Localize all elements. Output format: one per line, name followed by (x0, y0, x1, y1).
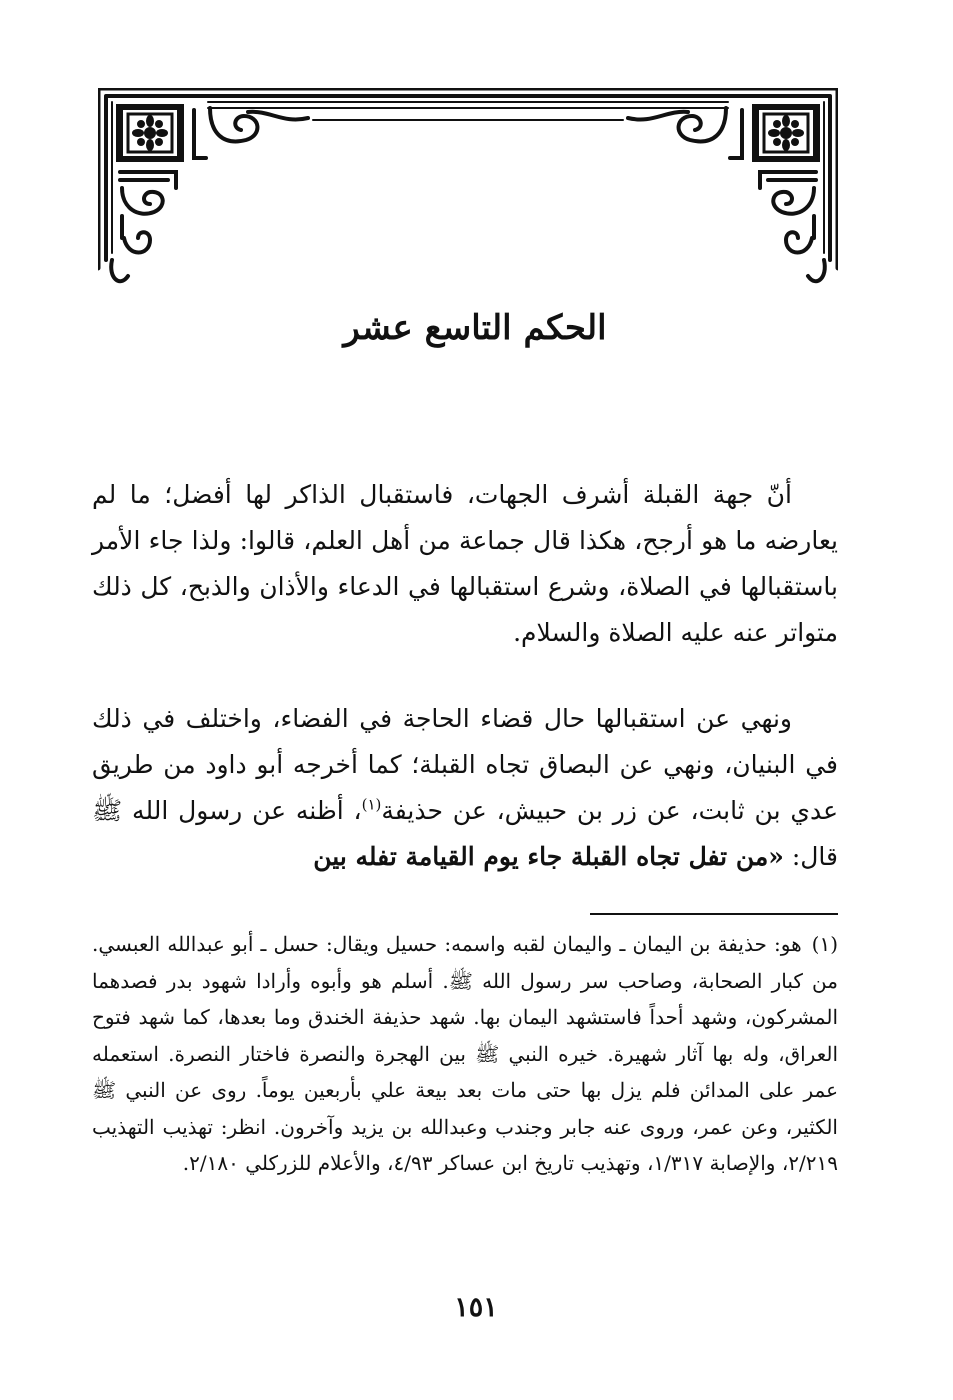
right-rosette-icon (752, 104, 820, 162)
chapter-title: الحكم التاسع عشر (343, 307, 607, 348)
paragraph-2-continuation: ، أظنه عن رسول الله ﷺ قال: (92, 796, 838, 871)
footnote-marker: (١) (811, 932, 838, 956)
left-rosette-icon (116, 104, 184, 162)
ornamental-header-frame (98, 88, 838, 303)
footnote-separator (590, 913, 838, 915)
footnote-reference: (١) (361, 795, 382, 814)
paragraph-1: أنّ جهة القبلة أشرف الجهات، فاستقبال الذاكر لها أفضل؛ ما لم يعارضه ما هو أرجح، هكذا قال جماعة من أهل العلم، قالوا: ولذا جاء الأمر باستقبالها في الصلاة، وشرع استقبالها في الدعاء والأذان والذبح، كل ذلك متواتر عنه عليه الصلاة والسلام. (92, 480, 838, 647)
main-text (92, 472, 838, 880)
page-number: ١٥١ (454, 1292, 498, 1323)
footnote-text: هو: حذيفة بن اليمان ـ واليمان لقبه واسمه: حسيل ويقال: حسل ـ أبو عبدالله العبسي. من كبار الصحابة، وصاحب سر رسول الله ﷺ. أسلم هو وأبوه وأرادا شهود بدر فصدهما المشركون، وشهد أحداً فاستشهد اليمان بها. شهد حذيفة الخندق وما بعدها، كما شهد فتوح العراق، وله بها آثار شهيرة. خيره النبي ﷺ بين الهجرة والنصرة فاختار النصرة. استعمله عمر على المدائن فلم يزل بها حتى مات بعد بيعة علي بأربعين يوماً. روى عن النبي ﷺ الكثير، وعن عمر، وروى عنه جابر وجندب وعبدالله بن يزيد وآخرون. انظر: تهذيب التهذيب ٢/٢١٩، والإصابة ١/٣١٧، وتهذيب تاريخ ابن عساكر ٤/٩٣، والأعلام للزركلي ٢/١٨٠. (92, 932, 838, 1175)
paragraph-2-text: ونهي عن استقبالها حال قضاء الحاجة في الفضاء، واختلف في ذلك في البنيان، ونهي عن البصاق تجاه القبلة؛ كما أخرجه أبو داود من طريق عدي بن ثابت، عن زر بن حبيش، عن حذيفة (92, 704, 838, 825)
footnote (92, 926, 838, 1182)
paragraph-2 (92, 696, 838, 880)
hadith-quote: «من تفل تجاه القبلة جاء يوم القيامة تفله بين (313, 842, 784, 871)
